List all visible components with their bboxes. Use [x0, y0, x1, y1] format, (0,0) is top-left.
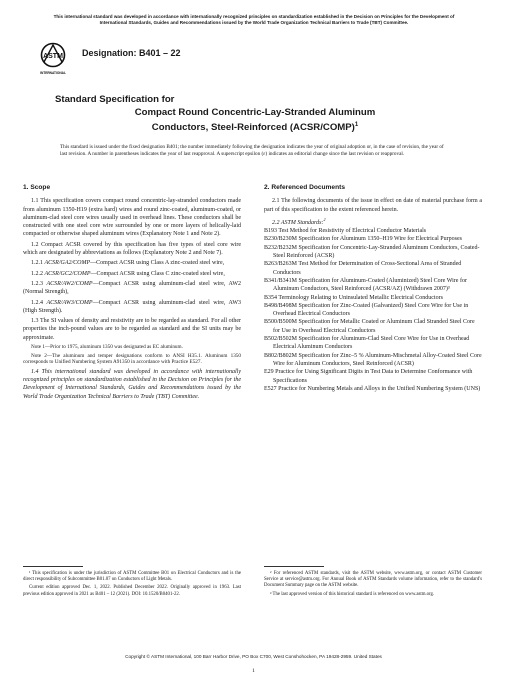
logo-subtext: INTERNATIONAL	[40, 71, 66, 75]
reference-item: B193 Test Method for Resistivity of Electrical Conductor Materials	[264, 228, 427, 235]
footnotes-right	[264, 571, 482, 600]
note-2: Note 2—The aluminum and temper designations conform to ANSI H35.1. Aluminum 1350 corresponds to Unified Numbering System A91350 in accordance with Practice E527.	[23, 352, 241, 366]
header-notice: This international standard was developed in accordance with internationally recognized principles on standardization established in the Decision on Principles for the Development of International Standards, Guides and Recommendations issued by the World Trade Organization Technical Barriers to Trade (TBT) Committee.	[53, 14, 455, 25]
para-1-3: 1.3 The SI values of density and resistivity are to be regarded as standard. For all other properties the inch-pound values are to be regarded as standard and the SI units may be approximate.	[23, 318, 241, 341]
para-1-2-1: 1.2.1 ACSR/GA2/COMP—Compact ACSR using Class A zinc-coated steel wire,	[31, 260, 225, 267]
references-column	[264, 184, 482, 393]
copyright-line: Copyright © ASTM International, 100 Barr Harbor Drive, PO Box C700, West Conshohocken, PA 19428-2959. United States	[125, 654, 382, 659]
reference-list	[264, 227, 482, 393]
para-2-2: 2.2 ASTM Standards:$^2$	[272, 216, 326, 226]
reference-item: B341/B341M Specification for Aluminum-Coated (Aluminized) Steel Core Wire for Aluminum Conductors, Steel Reinforced (ACSR/AZ) (Withdrawn 2007)³	[264, 277, 467, 293]
para-1-2-3: 1.2.3 ACSR/AW2/COMP—Compact ACSR using aluminum-clad steel wire, AW2 (Normal Strength),	[23, 280, 242, 296]
reference-item: B502/B502M Specification for Aluminum-Clad Steel Core Wire for Use in Overhead Electrical Aluminum Conductors	[264, 336, 470, 351]
reference-item: E29 Practice for Using Significant Digits in Test Data to Determine Conformance with Specifications	[264, 369, 473, 384]
footnote-1: ¹ This specification is under the jurisdiction of ASTM Committee B01 on Electrical Conductors and is the direct responsibility of Subcommittee B01.07 on Conductors of Light Metals.	[23, 571, 241, 583]
para-1-2: 1.2 Compact ACSR covered by this specification has five types of steel core wire which are designated by abbreviations as follows (Explanatory Note 2 and Note 7).	[23, 241, 241, 257]
footnote-divider-right	[264, 566, 324, 567]
title-line-3: Conductors, Steel-Reinforced (ACSR/COMP)	[151, 122, 355, 134]
footnote-divider-left	[23, 566, 83, 567]
reference-item: B263/B263M Test Method for Determination of Cross-Sectional Area of Stranded Conductors	[264, 261, 462, 276]
reference-item: B802/B802M Specification for Zinc–5 % Aluminum-Mischmetal Alloy-Coated Steel Core Wire for Aluminum Conductors, Steel Reinforced (ACSR)	[264, 352, 482, 367]
logo-text: ASTM	[43, 53, 63, 60]
designation: Designation: B401 – 22	[82, 48, 181, 58]
footnote-2: ² For referenced ASTM standards, visit the ASTM website, www.astm.org, or contact ASTM Customer Service at service@astm.org. For Annual Book of ASTM Standards volume information, refer to the standard's Document Summary page on the ASTM website.	[264, 571, 482, 589]
footnote-3: ³ The last approved version of this historical standard is referenced on www.astm.org.	[270, 591, 435, 597]
footnote-1-edition: Current edition approved Dec. 1, 2022. Published December 2022. Originally approved in 1963. Last previous edition approved in 2021 as B401 – 12 (2021). DOI: 10.1520/B0401-22.	[23, 585, 241, 597]
reference-item: E527 Practice for Numbering Metals and Alloys in the Unified Numbering System (UNS)	[264, 385, 481, 392]
footnotes-left	[23, 571, 241, 600]
reference-item: B232/B232M Specification for Concentric-Lay-Stranded Aluminum Conductors, Coated-Steel Reinforced (ACSR)	[264, 244, 480, 260]
para-1-4: 1.4 This international standard was developed in accordance with internationally recognized principles on standardization established in the Decision on Principles for the Development of International Standards, Guides and Recommendations issued by the World Trade Organization Technical Barriers to Trade (TBT) Committee.	[23, 368, 241, 400]
para-1-1: 1.1 This specification covers compact round concentric-lay-stranded conductors made from aluminum 1350-H19 (extra hard) wires and round zinc-coated, aluminum-coated, or aluminum-clad steel core wires usually used in overhead lines. These conductors shall be constructed with one steel core wire surrounded by one or more layers of helically-laid compacted or otherwise shaped aluminum wires (Explanatory Note 1 and Note 2).	[23, 198, 241, 238]
scope-column	[23, 184, 241, 403]
title-line-1: Standard Specification for	[55, 94, 175, 105]
note-1: Note 1—Prior to 1975, aluminum 1350 was designated as EC aluminum.	[31, 344, 183, 351]
reference-item: B498/B498M Specification for Zinc-Coated (Galvanized) Steel Core Wire for Use in Overhead Electrical Conductors	[264, 302, 469, 318]
page-number: 1	[252, 668, 255, 674]
document-title	[55, 94, 455, 135]
title-line-2: Compact Round Concentric-Lay-Stranded Aluminum	[134, 106, 376, 118]
preamble: This standard is issued under the fixed designation B401; the number immediately following the designation indicates the year of original adoption or, in the case of revision, the year of last revision. A number in parentheses indicates the year of last reapproval. A superscript epsilon (ε) indicates an editorial change since the last revision or reapproval.	[60, 144, 444, 157]
para-1-2-4: 1.2.4 ACSR/AW3/COMP—Compact ACSR using aluminum-clad steel wire, AW3 (High Strength).	[23, 299, 242, 314]
references-heading: 2. Referenced Documents	[264, 184, 345, 191]
para-1-2-2: 1.2.2 ACSR/GC2/COMP—Compact ACSR using Class C zinc-coated steel wire,	[31, 270, 225, 277]
scope-heading: 1. Scope	[23, 184, 51, 191]
astm-logo	[40, 42, 66, 78]
title-footnote-mark: 1	[354, 122, 359, 128]
reference-item: B500/B500M Specification for Metallic Coated or Aluminum Clad Stranded Steel Core for Use in Overhead Electrical Conductors	[264, 319, 475, 334]
reference-item: B230/B230M Specification for Aluminum 1350–H19 Wire for Electrical Purposes	[264, 236, 462, 243]
para-2-1: 2.1 The following documents of the issue in effect on date of material purchase form a part of this specification to the extent referenced herein.	[264, 198, 482, 213]
reference-item: B354 Terminology Relating to Uninsulated Metallic Electrical Conductors	[264, 294, 443, 301]
